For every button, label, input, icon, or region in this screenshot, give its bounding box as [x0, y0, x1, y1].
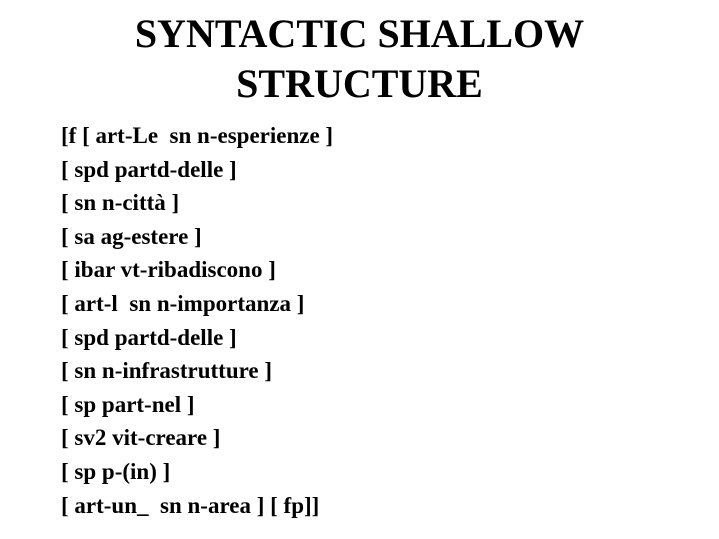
structure-line: [ spd partd-delle ]	[61, 156, 237, 182]
structure-line: [ spd partd-delle ]	[61, 324, 237, 350]
structure-line: [ sv2 vit-creare ]	[61, 425, 221, 451]
structure-line: [ sn n-infrastrutture ]	[61, 358, 273, 384]
structure-line: [ art-un_ sn n-area ] [ fp]]	[61, 492, 320, 518]
structure-line: [ sp p-(in) ]	[61, 458, 171, 484]
structure-list	[61, 119, 333, 522]
page-title	[0, 9, 719, 109]
structure-line: [ sn n-città ]	[61, 190, 180, 216]
structure-line: [ sa ag-estere ]	[61, 223, 202, 249]
structure-line: [f [ art-Le sn n-esperienze ]	[61, 123, 334, 148]
structure-line: [ sp part-nel ]	[61, 391, 195, 417]
structure-line: [ ibar vt-ribadiscono ]	[61, 257, 276, 283]
title-line-1: SYNTACTIC SHALLOW	[134, 11, 585, 56]
structure-line: [ art-l sn n-importanza ]	[61, 290, 305, 316]
title-line-2: STRUCTURE	[236, 61, 483, 106]
